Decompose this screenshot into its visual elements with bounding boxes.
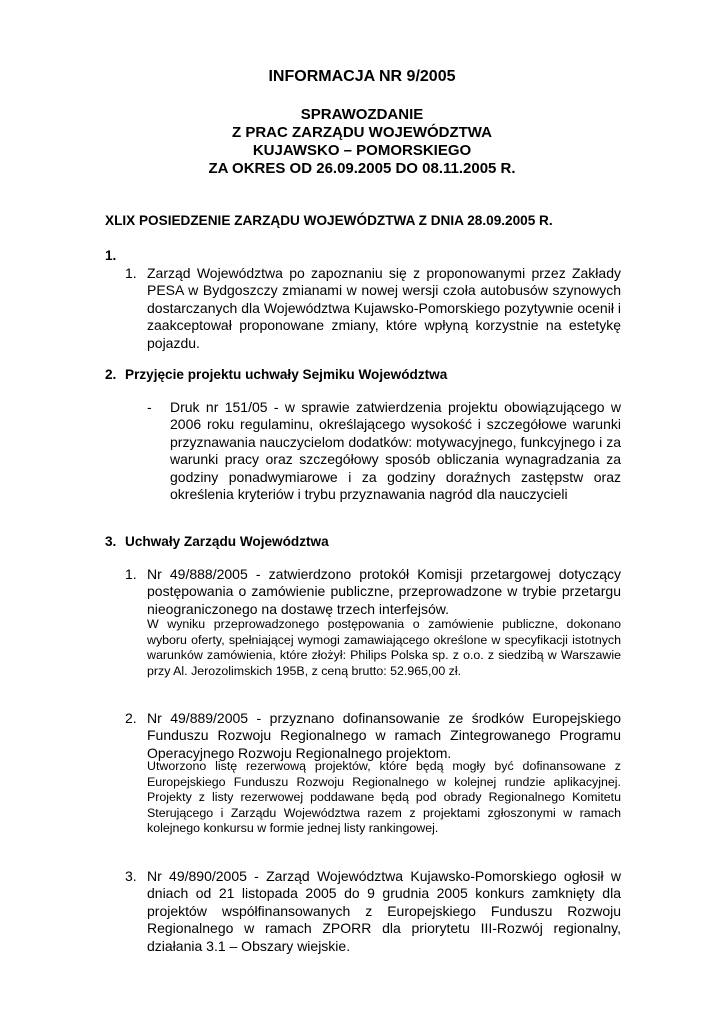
report-title-line: SPRAWOZDANIE <box>300 106 424 123</box>
item-note: W wyniku przeprowadzonego postępowania o zamówienie publiczne, dokonano wyboru oferty, spełniającej wymogi zamawiającego określone w specyfikacji istotnych warunków zamówienia, które złożył: Philips Polska sp. z o.o. z siedzibą w Warszawie przy Al. Jerozolimskich 195B, z ceną brutto: 52.965,00 zł. <box>147 617 621 678</box>
item-text: Nr 49/890/2005 - Zarząd Województwa Kujawsko-Pomorskiego ogłosił w dniach od 21 listopada 2005 do 9 grudnia 2005 konkurs zamknięty dla projektów współfinansowanych z Europejskiego Funduszu Rozwoju Regionalnego w ramach ZPORR dla priorytetu III-Rozwój regionalny, działania 3.1 – Obszary wiejskie. <box>147 868 621 954</box>
item-text: Druk nr 151/05 - w sprawie zatwierdzenia projektu obowiązującego w 2006 roku regulaminu, określającego wysokość i szczegółowe warunki przyznawania nauczycielom dodatków: motywacyjnego, funkcyjnego i za warunki pracy oraz szczegółowy sposób obliczania wynagradzania za godziny ponadwymiarowe i za godziny doraźnych zastępstw oraz określenia kryteriów i trybu przyznawania nagród dla nauczycieli <box>170 399 621 503</box>
report-title-line: ZA OKRES OD 26.09.2005 DO 08.11.2005 R. <box>208 160 516 177</box>
section-number: 1. <box>105 248 117 263</box>
item-text: Nr 49/889/2005 - przyznano dofinansowanie ze środków Europejskiego Funduszu Rozwoju Regionalnego w ramach Zintegrowanego Programu Operacyjnego Rozwoju Regionalnego projektom. <box>147 710 621 761</box>
item-text: Zarząd Województwa po zapoznaniu się z proponowanymi przez Zakłady PESA w Bydgoszczy zmianami w nowej wersji czoła autobusów szynowych dostarczanych dla Województwa Kujawsko-Pomorskiego pozytywnie ocenił i zaakceptował proponowane zmiany, które wpłyną korzystnie na estetykę pojazdu. <box>147 265 621 351</box>
report-title <box>0 106 724 178</box>
document-title: INFORMACJA NR 9/2005 <box>268 68 456 85</box>
item-number: 2. <box>125 710 137 726</box>
section-title: Przyjęcie projektu uchwały Sejmiku Województwa <box>125 367 448 382</box>
session-heading: XLIX POSIEDZENIE ZARZĄDU WOJEWÓDZTWA Z DNIA 28.09.2005 R. <box>105 213 553 228</box>
item-text: Nr 49/888/2005 - zatwierdzono protokół Komisji przetargowej dotyczący postępowania o zamówienie publiczne, przeprowadzone w trybie przetargu nieograniczonego na dostawę trzech interfejsów. <box>147 566 621 617</box>
item-number: 1. <box>125 566 137 582</box>
section-number: 2. <box>105 367 117 382</box>
list-bullet: - <box>147 399 152 415</box>
section-title: Uchwały Zarządu Województwa <box>125 534 329 549</box>
section-number: 3. <box>105 534 117 549</box>
item-number: 3. <box>125 868 137 884</box>
report-title-line: KUJAWSKO – POMORSKIEGO <box>252 142 472 159</box>
report-title-line: Z PRAC ZARZĄDU WOJEWÓDZTWA <box>232 124 492 141</box>
item-note: Utworzono listę rezerwową projektów, które będą mogły być dofinansowane z Europejskiego Funduszu Rozwoju Regionalnego w kolejnej rundzie aplikacyjnej. Projekty z listy rezerwowej poddawane będą pod obrady Regionalnego Komitetu Sterującego i Zarządu Województwa razem z projektami zgłoszonymi w ramach kolejnego konkursu w formie jednej listy rankingowej. <box>147 759 621 835</box>
item-number: 1. <box>125 265 137 281</box>
